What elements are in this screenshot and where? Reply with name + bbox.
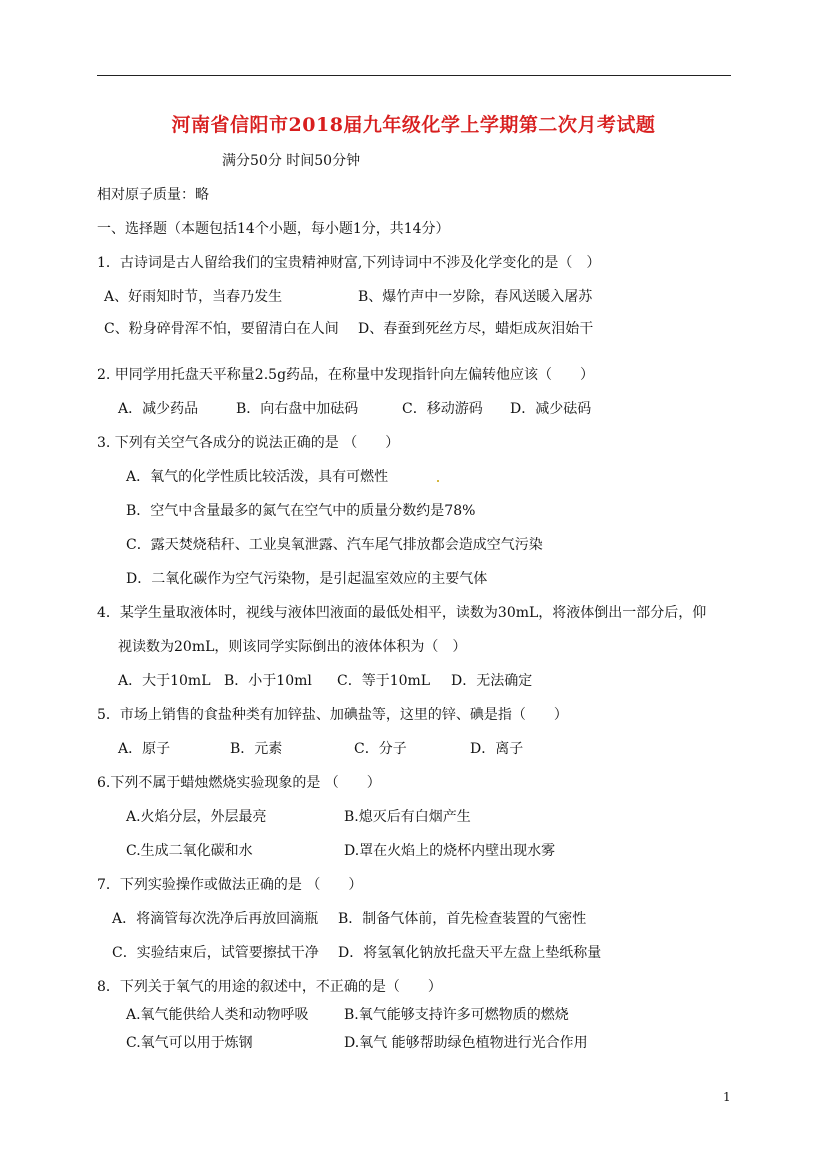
question-2-option-d: D．减少砝码 [510,401,592,417]
question-8-stem: 8．下列关于氧气的用途的叙述中，不正确的是（ ） [97,979,442,995]
question-3-stem: 3. 下列有关空气各成分的说法正确的是 （ ） [97,435,400,451]
question-3-option-b: B．空气中含量最多的氮气在空气中的质量分数约是78% [126,503,476,519]
question-3-option-d: D．二氧化碳作为空气污染物，是引起温室效应的主要气体 [126,571,488,587]
question-7-option-b: B．制备气体前，首先检查装置的气密性 [338,911,587,927]
question-6-stem: 6.下列不属于蜡烛燃烧实验现象的是 （ ） [97,775,381,791]
question-7-option-c: C．实验结束后，试管要擦拭干净 [112,945,319,961]
question-6-option-d: D.罩在火焰上的烧杯内壁出现水雾 [344,843,556,859]
section-heading: 一、选择题（本题包括14个小题，每小题1分，共14分） [97,221,450,237]
atomic-mass-note: 相对原子质量：略 [97,187,209,203]
question-4-stem-line-1: 4．某学生量取液体时，视线与液体凹液面的最低处相平，读数为30mL，将液体倒出一部分后，仰 [97,605,707,621]
question-7-stem: 7．下列实验操作或做法正确的是 （ ） [97,877,363,893]
question-8-option-b: B.氧气能够支持许多可燃物质的燃烧 [344,1007,569,1023]
page-title: 河南省信阳市2018届九年级化学上学期第二次月考试题 [171,114,656,136]
question-6-option-c: C.生成二氧化碳和水 [126,843,253,859]
question-8-option-a: A.氧气能供给人类和动物呼吸 [126,1007,309,1023]
question-8-option-c: C.氧气可以用于炼钢 [126,1035,253,1051]
question-1-option-d: D、春蚕到死丝方尽，蜡炬成灰泪始干 [358,321,594,337]
question-1-option-c: C、粉身碎骨浑不怕，要留清白在人间 [104,321,339,337]
question-7-option-d: D．将氢氧化钠放托盘天平左盘上垫纸称量 [338,945,602,961]
question-4-option-d: D．无法确定 [451,673,533,689]
question-4-option-b: B．小于10ml [224,673,312,689]
question-5-option-b: B．元素 [230,741,283,757]
question-1-option-b: B、爆竹声中一岁除，春风送暖入屠苏 [358,289,593,305]
question-3-option-a: A．氧气的化学性质比较活泼，具有可燃性 [126,469,389,485]
question-2-option-a: A．减少药品 [118,401,199,417]
question-5-option-d: D．离子 [470,741,524,757]
page-number: 1 [723,1090,731,1104]
question-5-option-a: A．原子 [118,741,171,757]
stray-mark [437,480,439,482]
question-6-option-b: B.熄灭后有白烟产生 [344,809,471,825]
question-6-option-a: A.火焰分层，外层最亮 [126,809,267,825]
question-2-option-b: B．向右盘中加砝码 [236,401,359,417]
question-5-stem: 5．市场上销售的食盐种类有加锌盐、加碘盐等，这里的锌、碘是指（ ） [97,707,568,723]
question-2-option-c: C．移动游码 [402,401,483,417]
question-7-option-a: A．将滴管每次洗净后再放回滴瓶 [112,911,319,927]
question-4-option-a: A．大于10mL [118,673,211,689]
question-3-option-c: C．露天焚烧秸秆、工业臭氧泄露、汽车尾气排放都会造成空气污染 [126,537,543,553]
question-4-stem-line-2: 视读数为20mL，则该同学实际倒出的液体体积为（ ） [118,639,467,655]
score-time-line: 满分50分 时间50分钟 [222,153,361,169]
question-5-option-c: C．分子 [354,741,407,757]
header-rule [97,75,731,76]
question-1-option-a: A、好雨知时节，当春乃发生 [104,289,283,305]
question-8-option-d: D.氧气 能够帮助绿色植物进行光合作用 [344,1035,588,1051]
question-4-option-c: C．等于10mL [337,673,431,689]
question-1-stem: 1．古诗词是古人留给我们的宝贵精神财富,下列诗词中不涉及化学变化的是（ ） [97,255,601,271]
question-2-stem: 2. 甲同学用托盘天平称量2.5g药品，在称量中发现指针向左偏转他应该（ ） [97,367,595,383]
